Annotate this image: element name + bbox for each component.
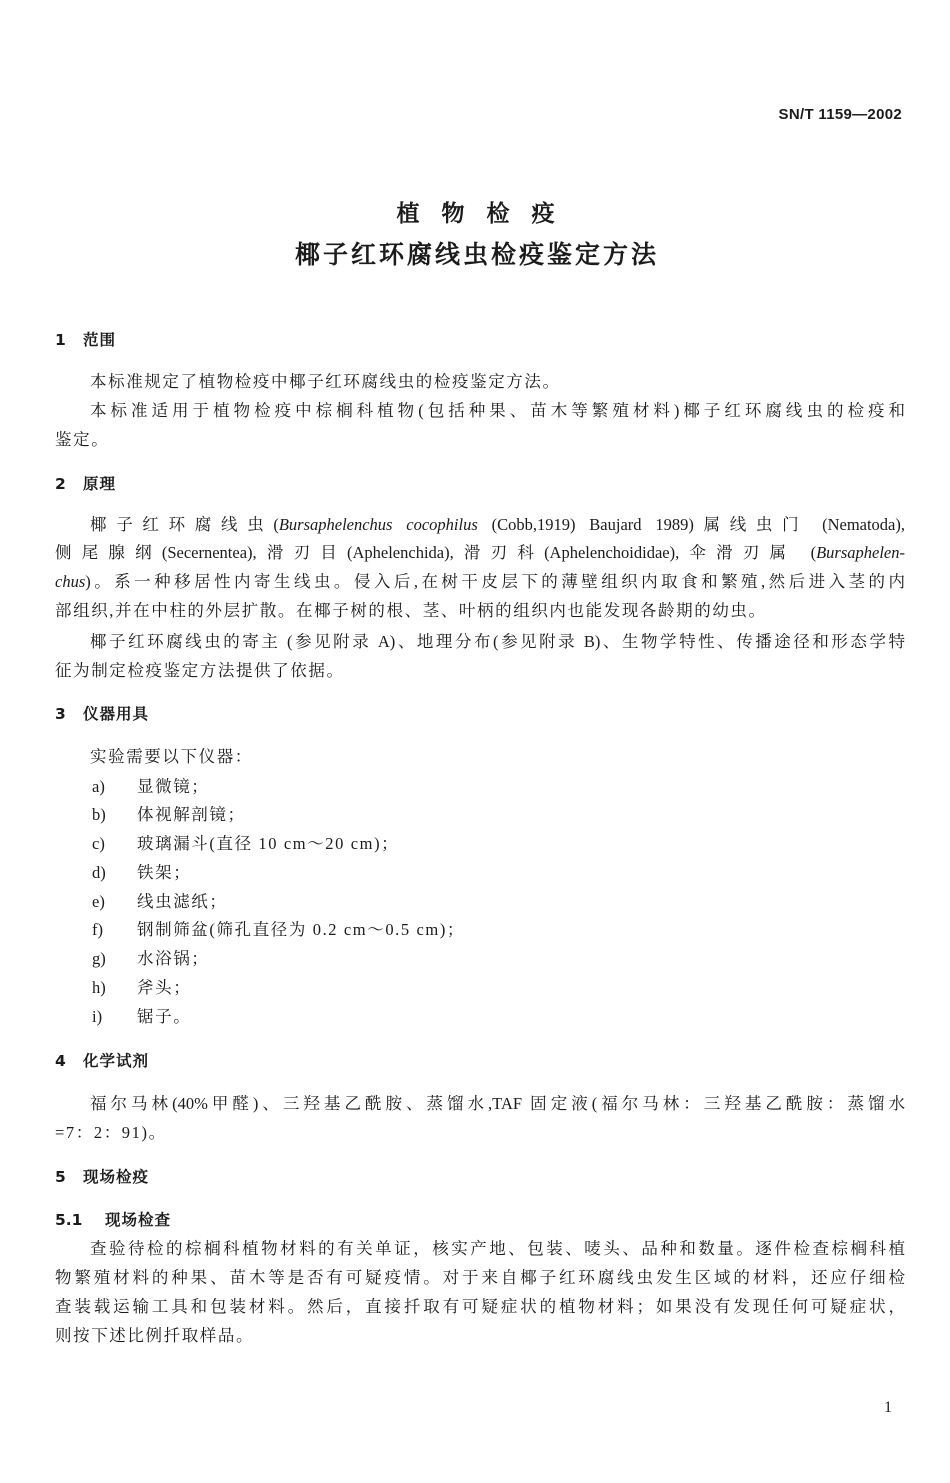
principle-line: 椰子红环腐线虫的寄主 (参见附录 A)、地理分布(参见附录 B)、生物学特性、传播途径和形态学特 <box>90 632 905 651</box>
instruments-intro: 实验需要以下仪器： <box>90 747 253 766</box>
principle-line: 征为制定检疫鉴定方法提供了依据。 <box>55 661 345 680</box>
section-number: 4 <box>55 1052 66 1070</box>
reagents-line: =7：2：91)。 <box>55 1123 167 1142</box>
principle-line <box>90 513 905 537</box>
scope-line: 本标准规定了植物检疫中椰子红环腐线虫的检疫鉴定方法。 <box>90 372 561 391</box>
section-heading-reagents <box>55 1049 149 1073</box>
section-title: 原理 <box>83 475 117 493</box>
latin-name: Bursaphelenchus cocophilus <box>278 515 478 534</box>
list-item: 铁架； <box>137 863 192 882</box>
scope-line: 鉴定。 <box>55 430 110 449</box>
inspection-line: 物繁殖材料的种果、苗木等是否有可疑疫情。对于来自椰子红环腐线虫发生区域的材料，还应仔细检 <box>55 1268 905 1287</box>
subsection-number: 5.1 <box>55 1211 83 1229</box>
page-number: 1 <box>884 1399 892 1416</box>
text-segment: 侧尾腺纲(Secernentea),滑刃目(Aphelenchida),滑刃科(Aphelenchoididae),伞滑刃属 ( <box>55 543 817 562</box>
section-title: 现场检疫 <box>83 1168 150 1186</box>
latin-name: Bursaphelen- <box>816 543 905 562</box>
list-label: i) <box>92 1007 103 1026</box>
subsection-heading-onsite-inspection <box>55 1208 171 1232</box>
section-number: 2 <box>55 475 66 493</box>
principle-line <box>55 541 905 565</box>
subsection-title: 现场检查 <box>105 1211 172 1229</box>
section-heading-scope <box>55 328 116 352</box>
inspection-line: 则按下述比例扦取样品。 <box>55 1326 255 1345</box>
principle-line <box>55 570 905 594</box>
list-label: f) <box>92 920 103 939</box>
list-label: d) <box>92 863 106 882</box>
list-label: c) <box>92 834 105 853</box>
section-title: 仪器用具 <box>83 705 150 723</box>
scope-line: 本标准适用于植物检疫中棕榈科植物(包括种果、苗木等繁殖材料)椰子红环腐线虫的检疫和 <box>90 401 905 420</box>
list-item: 显微镜； <box>137 777 210 796</box>
list-item: 玻璃漏斗(直径 10 cm～20 cm)； <box>137 834 400 853</box>
inspection-line: 查验待检的棕榈科植物材料的有关单证，核实产地、包装、唛头、品种和数量。逐件检查棕榈科植 <box>90 1239 905 1258</box>
section-heading-onsite-quarantine <box>55 1165 149 1189</box>
text-segment: )。系一种移居性内寄生线虫。侵入后,在树干皮层下的薄壁组织内取食和繁殖,然后进入茎的内 <box>85 572 905 591</box>
section-title: 范围 <box>83 331 117 349</box>
list-item: 钢制筛盆(筛孔直径为 0.2 cm～0.5 cm)； <box>137 920 466 939</box>
list-item: 体视解剖镜； <box>137 805 246 824</box>
section-number: 5 <box>55 1168 66 1186</box>
list-label: b) <box>92 805 106 824</box>
section-number: 1 <box>55 331 66 349</box>
document-subtitle: 椰子红环腐线虫检疫鉴定方法 <box>294 240 659 269</box>
text-segment: (Cobb,1919) Baujard 1989)属线虫门 (Nematoda), <box>477 515 905 534</box>
reagents-line: 福尔马林(40%甲醛)、三羟基乙酰胺、蒸馏水,TAF 固定液(福尔马林：三羟基乙酰胺：蒸馏水 <box>90 1094 905 1113</box>
section-heading-instruments <box>55 702 149 726</box>
section-number: 3 <box>55 705 66 723</box>
list-item: 锯子。 <box>137 1007 192 1026</box>
section-heading-principle <box>55 472 116 496</box>
list-label: e) <box>92 892 105 911</box>
standard-code: SN/T 1159—2002 <box>778 106 902 123</box>
list-label: h) <box>92 978 106 997</box>
list-label: a) <box>92 777 105 796</box>
inspection-line: 查装载运输工具和包装材料。然后，直接扦取有可疑症状的植物材料；如果没有发现任何可疑症状， <box>55 1297 905 1316</box>
list-label: g) <box>92 949 106 968</box>
list-item: 线虫滤纸； <box>137 892 228 911</box>
latin-name: chus <box>55 572 86 591</box>
document-title: 植 物 检 疫 <box>396 201 562 227</box>
principle-line: 部组织,并在中柱的外层扩散。在椰子树的根、茎、叶柄的组织内也能发现各龄期的幼虫。 <box>55 601 767 620</box>
text-segment: 椰子红环腐线虫( <box>90 515 279 534</box>
list-item: 斧头； <box>137 978 192 997</box>
section-title: 化学试剂 <box>83 1052 150 1070</box>
list-item: 水浴锅； <box>137 949 210 968</box>
